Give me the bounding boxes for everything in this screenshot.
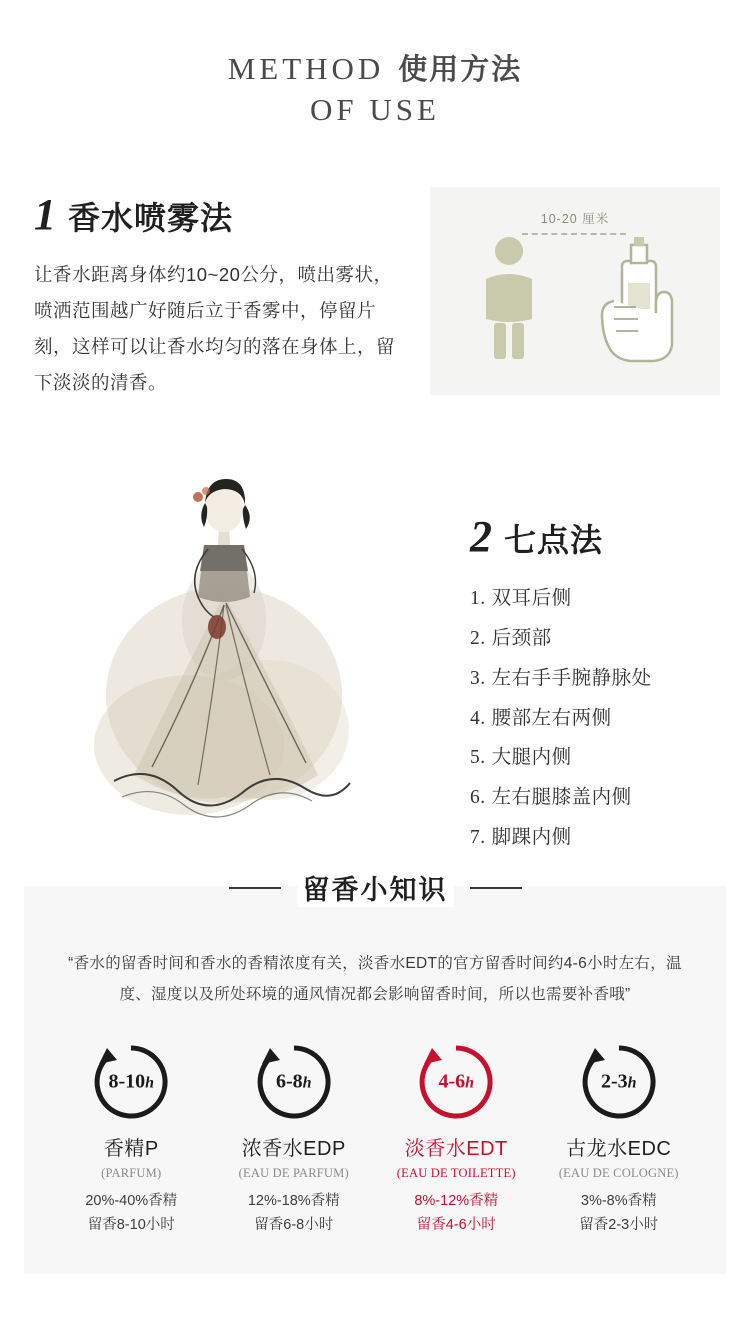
header-line-2: OF USE — [310, 91, 440, 127]
section-1-text-block — [34, 189, 414, 401]
card-name: 香精P — [103, 1138, 159, 1160]
section-3-title: 留香小知识 — [297, 868, 454, 907]
illustration-caption: 10-20 厘米 — [540, 211, 610, 226]
spray-distance-illustration — [430, 187, 720, 395]
section-1-paragraph: 让香水距离身体约10~20公分，喷出雾状，喷洒范围越广好随后立于香雾中，停留片刻，这样可以让香水均匀的落在身体上，留下淡淡的清香。 — [34, 263, 396, 393]
card-concentration: 12%-18%香精 — [247, 1193, 340, 1209]
duration-circle — [414, 1040, 498, 1124]
concentration-card — [213, 1040, 376, 1238]
section-1-number: 1 — [34, 189, 56, 239]
woman-in-gown-illustration — [74, 445, 374, 845]
section-2-number: 2 — [470, 511, 492, 561]
list-item-label: 左右手手腕静脉处 — [491, 666, 652, 689]
list-item — [470, 778, 730, 818]
list-item-label: 大腿内侧 — [491, 746, 572, 769]
card-duration-text: 留香4-6小时 — [416, 1216, 496, 1233]
duration-label — [89, 1071, 173, 1094]
section-1-title: 香水喷雾法 — [68, 198, 234, 237]
section-3-quote: “香水的留香时间和香水的香精浓度有关，淡香水EDT的官方留香时间约4-6小时左右，温度、湿度以及所处环境的通风情况都会影响留香时间，所以也需要补香哦” — [68, 955, 682, 1003]
section-3-heading — [24, 868, 726, 907]
section-2-text-block — [470, 511, 730, 859]
list-item-index: 4. — [470, 707, 486, 729]
list-item-index: 1. — [470, 587, 486, 609]
duration-circle — [89, 1040, 173, 1124]
concentration-card — [538, 1040, 701, 1238]
duration-unit: h — [145, 1074, 155, 1092]
duration-unit: h — [465, 1074, 475, 1092]
page-header — [0, 0, 750, 131]
card-subtitle: (PARFUM) — [101, 1166, 162, 1180]
list-item-label: 左右腿膝盖内侧 — [491, 786, 632, 809]
header-method-en: METHOD — [227, 51, 385, 86]
divider-right — [470, 887, 522, 889]
card-concentration: 8%-12%香精 — [414, 1193, 499, 1209]
card-duration-text: 留香2-3小时 — [579, 1216, 659, 1233]
hand-with-bottle-icon — [592, 227, 692, 372]
duration-label — [414, 1071, 498, 1094]
card-subtitle: (EAU DE COLOGNE) — [558, 1166, 679, 1180]
seven-points-list — [470, 579, 730, 859]
card-name: 浓香水EDP — [241, 1138, 346, 1160]
section-2-title: 七点法 — [504, 520, 604, 559]
duration-value: 4-6 — [438, 1070, 466, 1093]
card-duration-text: 留香8-10小时 — [87, 1216, 175, 1233]
concentration-card-list — [50, 1040, 700, 1238]
list-item-index: 6. — [470, 787, 486, 809]
card-subtitle: (EAU DE TOILETTE) — [396, 1166, 516, 1180]
list-item-label: 后颈部 — [491, 626, 552, 649]
card-concentration: 3%-8%香精 — [580, 1193, 657, 1209]
duration-circle — [252, 1040, 336, 1124]
section-spray-method — [0, 189, 750, 423]
duration-value: 8-10 — [108, 1070, 146, 1093]
card-concentration: 20%-40%香精 — [85, 1193, 178, 1209]
list-item-label: 脚踝内侧 — [491, 826, 572, 849]
duration-value: 2-3 — [600, 1070, 628, 1093]
concentration-card-highlighted — [375, 1040, 538, 1238]
duration-circle — [577, 1040, 661, 1124]
divider-left — [229, 887, 281, 889]
list-item-index: 2. — [470, 627, 486, 649]
list-item-label: 腰部左右两侧 — [491, 706, 612, 729]
card-subtitle: (EAU DE PARFUM) — [238, 1166, 349, 1180]
card-duration-text: 留香6-8小时 — [254, 1216, 334, 1233]
duration-label — [577, 1071, 661, 1094]
section-seven-points — [0, 445, 750, 885]
list-item — [470, 659, 730, 699]
list-item-index: 5. — [470, 747, 486, 769]
list-item — [470, 699, 730, 739]
list-item — [470, 818, 730, 858]
card-name: 古龙水EDC — [566, 1138, 672, 1160]
section-1-heading — [34, 189, 414, 239]
list-item-label: 双耳后侧 — [491, 586, 572, 609]
header-method-cn: 使用方法 — [398, 52, 523, 86]
section-2-heading — [470, 511, 730, 561]
duration-unit: h — [302, 1074, 312, 1092]
duration-unit: h — [627, 1074, 637, 1092]
list-item — [470, 619, 730, 659]
list-item — [470, 738, 730, 778]
section-fragrance-tips — [24, 875, 726, 1274]
header-line-1 — [0, 50, 750, 89]
list-item — [470, 579, 730, 619]
list-item-index: 3. — [470, 667, 486, 689]
duration-label — [252, 1071, 336, 1094]
duration-value: 6-8 — [275, 1070, 303, 1093]
list-item-index: 7. — [470, 827, 486, 849]
card-name: 淡香水EDT — [404, 1138, 508, 1160]
person-icon — [474, 235, 544, 366]
concentration-card — [50, 1040, 213, 1238]
